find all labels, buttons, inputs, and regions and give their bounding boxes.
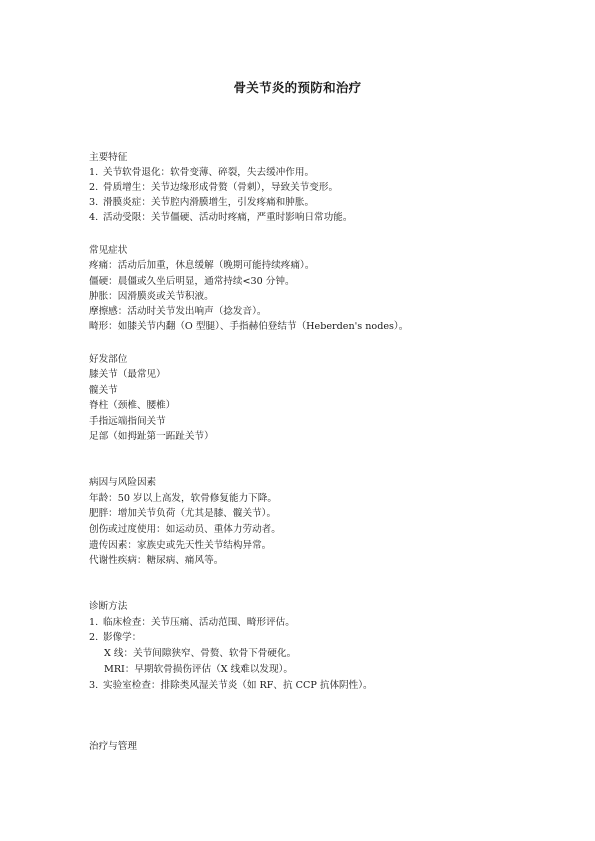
list-item — [89, 167, 314, 179]
cause-line: 代谢性疾病：糖尿病、痛风等。 — [89, 555, 224, 566]
cause-line: 肥胖：增加关节负荷（尤其是膝、髋关节）。 — [89, 508, 277, 519]
list-number: 2. — [89, 632, 99, 643]
list-number: 1. — [89, 617, 99, 628]
list-text: 骨质增生：关节边缘形成骨赘（骨刺），导致关节变形。 — [103, 182, 339, 193]
sub-item-xray: X 线：关节间隙狭窄、骨赘、软骨下骨硬化。 — [104, 648, 297, 659]
site-line: 手指远端指间关节 — [89, 416, 166, 427]
list-item — [89, 617, 295, 629]
symptom-line: 疼痛：活动后加重，休息缓解（晚期可能持续疼痛）。 — [89, 260, 315, 271]
symptom-line: 摩擦感：活动时关节发出响声（捻发音）。 — [89, 306, 267, 317]
section-heading-symptoms: 常见症状 — [89, 245, 128, 256]
site-line: 髋关节 — [89, 385, 118, 396]
list-item — [89, 197, 314, 209]
sub-item-mri: MRI：早期软骨损伤评估（X 线难以发现）。 — [104, 664, 294, 675]
list-text: 关节软骨退化：软骨变薄、碎裂，失去缓冲作用。 — [103, 167, 315, 178]
list-number: 2. — [89, 182, 99, 193]
list-item — [89, 680, 373, 692]
section-heading-sites: 好发部位 — [89, 354, 128, 365]
list-text: 活动受限：关节僵硬、活动时疼痛，严重时影响日常功能。 — [103, 212, 353, 223]
symptom-line: 畸形：如膝关节内翻（O 型腿）、手指赫伯登结节（Heberden's nodes）。 — [89, 321, 409, 332]
list-number: 4. — [89, 212, 99, 223]
symptom-line: 肿胀：因滑膜炎或关节积液。 — [89, 291, 214, 302]
list-text: 影像学： — [103, 632, 142, 643]
section-heading-features: 主要特征 — [89, 152, 128, 163]
cause-line: 创伤或过度使用：如运动员、重体力劳动者。 — [89, 524, 281, 535]
site-line: 膝关节（最常见） — [89, 369, 166, 380]
section-heading-causes: 病因与风险因素 — [89, 477, 157, 488]
list-item — [89, 632, 141, 644]
list-item — [89, 182, 338, 194]
cause-line: 年龄：50 岁以上高发，软骨修复能力下降。 — [89, 493, 277, 504]
section-heading-diagnosis: 诊断方法 — [89, 601, 128, 612]
list-text: 实验室检查：排除类风湿关节炎（如 RF、抗 CCP 抗体阴性）。 — [103, 680, 373, 691]
list-item — [89, 212, 352, 224]
list-number: 3. — [89, 197, 99, 208]
list-text: 滑膜炎症：关节腔内滑膜增生，引发疼痛和肿胀。 — [103, 197, 315, 208]
section-heading-treatment: 治疗与管理 — [89, 741, 137, 752]
document-title: 骨关节炎的预防和治疗 — [233, 80, 362, 95]
symptom-line: 僵硬：晨僵或久坐后明显，通常持续<30 分钟。 — [89, 276, 295, 287]
list-number: 1. — [89, 167, 99, 178]
cause-line: 遗传因素：家族史或先天性关节结构异常。 — [89, 540, 272, 551]
site-line: 脊柱（颈椎、腰椎） — [89, 400, 176, 411]
list-text: 临床检查：关节压痛、活动范围、畸形评估。 — [103, 617, 295, 628]
site-line: 足部（如拇趾第一跖趾关节） — [89, 431, 214, 442]
list-number: 3. — [89, 680, 99, 691]
